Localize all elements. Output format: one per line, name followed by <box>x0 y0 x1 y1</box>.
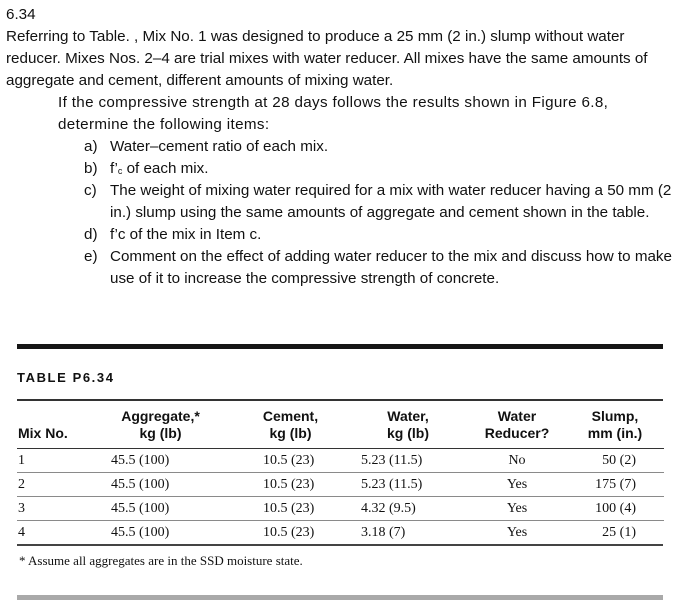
table-row <box>17 449 664 473</box>
item-list <box>6 136 681 290</box>
cell-water: 3.18 (7) <box>348 521 468 545</box>
item-text-suffix: of each mix. <box>122 160 209 177</box>
list-item <box>84 224 681 246</box>
mix-table <box>17 401 664 544</box>
cell-cement: 10.5 (23) <box>233 497 348 521</box>
cell-water-reducer: No <box>468 449 566 473</box>
item-label: a) <box>84 138 98 155</box>
item-label: d) <box>84 226 98 243</box>
problem-intro: Referring to Table. , Mix No. 1 was designed to produce a 25 mm (2 in.) slump without water reducer. Mixes Nos. 2–4 are trial mixes with water reducer. All mixes have the same amounts of aggregate and cement, different amounts of mixing water. <box>6 28 648 89</box>
cell-aggregate: 45.5 (100) <box>88 473 233 497</box>
table-footnote: * Assume all aggregates are in the SSD moisture state. <box>19 553 303 568</box>
table-row <box>17 497 664 521</box>
list-item <box>84 158 681 180</box>
cell-mix-no: 3 <box>17 497 88 521</box>
table-row <box>17 473 664 497</box>
item-text: Water–cement ratio of each mix. <box>110 138 329 155</box>
cell-aggregate: 45.5 (100) <box>88 449 233 473</box>
cell-cement: 10.5 (23) <box>233 449 348 473</box>
column-header-mix-no: Mix No. <box>18 425 68 441</box>
cell-mix-no: 1 <box>17 449 88 473</box>
cell-aggregate: 45.5 (100) <box>88 521 233 545</box>
cell-slump: 175 (7) <box>566 473 664 497</box>
cell-slump: 100 (4) <box>566 497 664 521</box>
problem-number: 6.34 <box>6 6 36 23</box>
cell-water-reducer: Yes <box>468 497 566 521</box>
table-block <box>17 344 663 571</box>
cell-water: 4.32 (9.5) <box>348 497 468 521</box>
item-text <box>110 158 681 180</box>
cell-water-reducer: Yes <box>468 521 566 545</box>
item-text: The weight of mixing water required for a mix with water reducer having a 50 mm (2 in.) slump using the same amounts of aggregate and cement shown in the table. <box>110 182 672 221</box>
list-item <box>84 180 681 224</box>
list-item <box>84 246 681 290</box>
column-header-water-reducer: Water Reducer? <box>484 408 550 441</box>
item-text-prefix: f’ <box>110 160 118 177</box>
item-text-subscript: c <box>117 166 123 176</box>
item-label: b) <box>84 160 98 177</box>
problem-statement <box>6 4 681 290</box>
table-end-rule <box>17 595 663 600</box>
item-label: c) <box>84 182 97 199</box>
cell-cement: 10.5 (23) <box>233 521 348 545</box>
cell-mix-no: 2 <box>17 473 88 497</box>
problem-question: If the compressive strength at 28 days follows the results shown in Figure 6.8, determine the following items: <box>58 94 609 133</box>
cell-aggregate: 45.5 (100) <box>88 497 233 521</box>
cell-cement: 10.5 (23) <box>233 473 348 497</box>
cell-mix-no: 4 <box>17 521 88 545</box>
item-label: e) <box>84 248 98 265</box>
cell-slump: 25 (1) <box>566 521 664 545</box>
cell-water: 5.23 (11.5) <box>348 449 468 473</box>
table-header-row <box>17 401 664 449</box>
item-text: f’c of the mix in Item c. <box>110 226 262 243</box>
column-header-water: Water, kg (lb) <box>387 408 429 441</box>
table-top-rule <box>17 344 663 349</box>
table-caption: TABLE P6.34 <box>17 370 115 385</box>
list-item <box>84 136 681 158</box>
table-bottom-rule <box>17 544 663 546</box>
cell-water-reducer: Yes <box>468 473 566 497</box>
column-header-cement: Cement, kg (lb) <box>262 408 319 441</box>
table-row <box>17 521 664 545</box>
column-header-aggregate: Aggregate,* kg (lb) <box>121 408 200 441</box>
cell-water: 5.23 (11.5) <box>348 473 468 497</box>
column-header-slump: Slump, mm (in.) <box>587 408 643 441</box>
item-text: Comment on the effect of adding water reducer to the mix and discuss how to make use of it to increase the compressive strength of concrete. <box>110 248 672 287</box>
cell-slump: 50 (2) <box>566 449 664 473</box>
